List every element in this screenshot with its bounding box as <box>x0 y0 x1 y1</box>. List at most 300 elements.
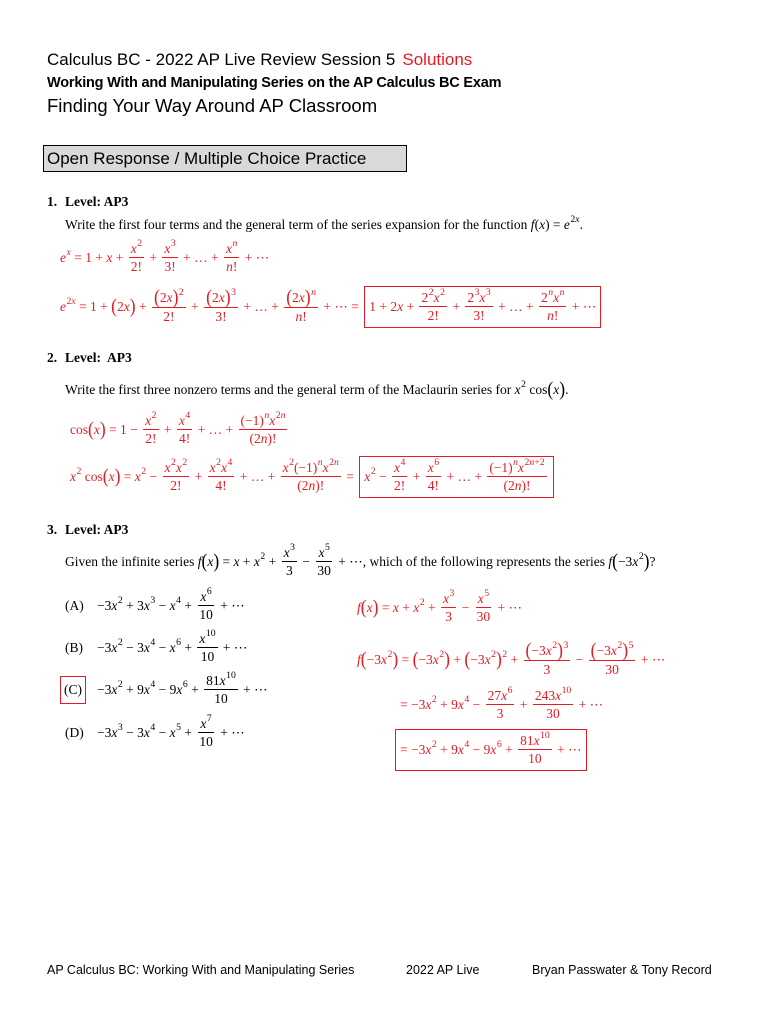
math-text: + <box>239 554 254 570</box>
math-variable: x <box>413 600 420 616</box>
prompt-math <box>530 213 580 233</box>
prompt-math <box>514 377 566 401</box>
math-text: 3 <box>485 286 491 298</box>
math-variable: n <box>226 259 233 274</box>
math-text: ( <box>534 217 540 233</box>
q1-work-line-1 <box>60 236 269 280</box>
math-text: 2! <box>145 431 157 446</box>
math-text: 5 <box>324 541 330 553</box>
math-text: 2 <box>117 636 123 648</box>
math-fraction <box>524 639 571 678</box>
math-text: 30 <box>317 563 331 578</box>
math-fraction <box>419 286 446 323</box>
fraction-denominator <box>162 258 177 275</box>
math-exponent <box>560 287 565 298</box>
math-text: 6 <box>434 456 440 468</box>
fraction-denominator <box>603 661 621 678</box>
math-exponent <box>540 730 550 741</box>
q3-work-line-4 <box>393 728 587 772</box>
math-variable: x <box>479 290 486 306</box>
math-fraction <box>539 286 566 323</box>
math-variable: x <box>220 460 227 476</box>
math-variable: n <box>514 478 522 493</box>
math-exponent <box>521 379 526 390</box>
math-exponent <box>176 595 181 606</box>
math-text: + <box>424 600 439 616</box>
math-text: + … + <box>179 250 223 266</box>
math-text: − <box>375 469 390 485</box>
math-text: 2 <box>370 465 376 477</box>
math-paren: ) <box>114 464 121 488</box>
math-paren: ) <box>172 286 179 309</box>
math-text: = 1 + <box>75 299 112 315</box>
prompt-end: . <box>579 217 583 233</box>
math-text: 10 <box>528 751 542 766</box>
fraction-numerator <box>239 409 288 430</box>
math-text: 2 <box>117 299 124 315</box>
fraction-denominator <box>224 258 239 275</box>
math-paren: ) <box>129 294 136 318</box>
math-variable: x <box>364 469 371 485</box>
math-text: 4 <box>464 693 470 705</box>
math-text: 2! <box>130 259 142 274</box>
math-fraction <box>281 456 341 493</box>
math-text: 4 <box>400 456 406 468</box>
math-text: 10 <box>205 627 216 639</box>
choice-math <box>97 627 248 664</box>
fraction-numerator <box>539 286 566 307</box>
math-variable: x <box>200 716 207 732</box>
math-fraction <box>465 286 492 323</box>
math-exponent <box>152 410 157 421</box>
math-exponent <box>118 722 123 733</box>
math-text: 10 <box>561 684 572 696</box>
choice-label: (A) <box>65 598 84 614</box>
math-variable: x <box>425 697 432 713</box>
math-text: + <box>191 469 206 485</box>
math-text: 2 <box>552 639 558 651</box>
math-paren: ) <box>495 647 502 671</box>
math-variable: x <box>393 460 400 476</box>
math-text: + <box>180 640 196 656</box>
math-variable: x <box>501 688 508 704</box>
math-variable: x <box>164 241 171 257</box>
math-variable: x <box>477 591 484 607</box>
fraction-denominator <box>293 308 308 325</box>
math-text: + ⋯ <box>568 299 597 315</box>
choice-a <box>65 584 245 628</box>
math-text: − <box>155 640 170 656</box>
math-variable: x <box>433 290 440 306</box>
fraction-numerator <box>441 587 456 608</box>
math-fraction <box>589 639 636 678</box>
math-text: 2 <box>617 639 623 651</box>
math-text: 5 <box>176 721 181 733</box>
math-text: 2 <box>440 286 445 298</box>
math-exponent <box>150 595 155 606</box>
math-exponent <box>508 685 513 696</box>
math-text: 2 <box>117 678 123 690</box>
math-paren: ( <box>206 286 212 309</box>
math-paren: ) <box>622 639 629 662</box>
math-text: 4 <box>185 409 191 421</box>
math-text: (−1) <box>489 460 513 476</box>
choice-label-wrap <box>65 725 97 741</box>
math-exponent <box>513 457 518 468</box>
math-variable: n <box>317 456 323 468</box>
fraction-denominator <box>545 307 560 324</box>
fraction-numerator <box>589 639 636 662</box>
math-fraction <box>208 456 235 493</box>
math-text: (−1) <box>240 413 264 429</box>
math-fraction <box>487 456 546 493</box>
fraction-numerator <box>208 456 235 477</box>
math-text: − 9 <box>155 682 177 698</box>
math-paren: ) <box>99 417 106 441</box>
math-variable: x <box>178 413 185 429</box>
math-text: 3 <box>445 609 452 624</box>
math-variable: n <box>260 431 268 446</box>
q2-prompt <box>65 368 568 412</box>
math-variable: x <box>575 213 580 225</box>
math-paren: ( <box>525 639 532 662</box>
fraction-numerator <box>518 729 552 750</box>
math-exponent <box>77 466 82 477</box>
question-level: Level: AP3 <box>65 350 132 366</box>
math-text: 2 <box>151 409 157 421</box>
math-paren: ( <box>464 647 471 671</box>
math-variable: n <box>547 308 554 323</box>
math-text: + … + <box>239 299 283 315</box>
fraction-numerator <box>465 286 492 307</box>
math-text: + ⋯ <box>553 742 582 758</box>
fraction-numerator <box>282 541 297 562</box>
fraction-denominator <box>392 477 407 494</box>
fraction-denominator <box>197 606 215 623</box>
math-variable: x <box>253 554 260 570</box>
math-variable: x <box>233 554 240 570</box>
question-number: 3. <box>47 522 58 538</box>
math-exponent <box>264 410 269 421</box>
math-text: )! <box>521 478 531 493</box>
math-paren: ) <box>643 549 650 573</box>
math-fraction <box>129 237 144 274</box>
math-variable: n <box>264 409 270 421</box>
math-fraction <box>163 456 190 493</box>
math-text: −3 <box>418 652 433 668</box>
math-text: − <box>155 725 170 741</box>
math-paren: ( <box>590 639 597 662</box>
math-text: 3 <box>563 639 569 651</box>
math-variable: x <box>380 652 387 668</box>
math-variable: x <box>298 290 305 306</box>
math-text: 4 <box>150 721 156 733</box>
math-paren: ( <box>88 417 94 441</box>
math-variable: f <box>357 600 361 616</box>
math-variable: f <box>197 554 202 570</box>
math-text: 2 <box>159 290 167 306</box>
math-variable: x <box>490 742 497 758</box>
choice-b <box>65 626 247 670</box>
math-variable: x <box>143 682 150 698</box>
math-variable: x <box>533 733 540 749</box>
math-variable: x <box>166 290 173 306</box>
math-variable: f <box>357 652 361 668</box>
math-text: + ⋯ <box>216 725 245 741</box>
fraction-numerator <box>204 669 238 690</box>
math-text: = 1 − <box>105 422 142 438</box>
math-text: 2 <box>292 290 299 306</box>
math-paren: ( <box>153 286 160 309</box>
math-text: 2 <box>171 456 176 468</box>
math-text: 2 <box>260 550 266 562</box>
q3-work-line-2 <box>357 638 665 682</box>
math-exponent <box>432 694 437 705</box>
question-level: Level: AP3 <box>65 194 129 210</box>
math-exponent <box>432 739 437 750</box>
prompt-text-middle: , which of the following represents the series <box>362 554 609 570</box>
math-text: 3 <box>543 662 551 678</box>
math-text: (2 <box>249 431 261 446</box>
math-variable: x <box>539 217 546 233</box>
fraction-numerator <box>152 286 186 309</box>
prompt-math <box>197 541 363 578</box>
math-text: + <box>449 652 465 668</box>
page-subtitle: Working With and Manipulating Series on the AP Calculus BC Exam <box>47 75 502 91</box>
math-exponent <box>176 722 181 733</box>
math-variable: n <box>311 286 316 298</box>
page-subtitle-secondary: Finding Your Way Around AP Classroom <box>47 95 378 116</box>
math-text: 2 <box>421 290 429 306</box>
math-exponent <box>429 287 434 298</box>
math-text: + 9 <box>436 742 458 758</box>
math-text: 2 <box>638 550 644 562</box>
math-fraction <box>162 237 177 274</box>
math-text: 3 <box>290 541 296 553</box>
math-variable: n <box>308 478 316 493</box>
math-variable: x <box>111 598 118 614</box>
math-variable: x <box>111 682 118 698</box>
choice-math <box>97 669 268 706</box>
math-variable: n <box>559 286 565 298</box>
math-exponent <box>171 238 176 249</box>
choice-math <box>97 712 245 749</box>
math-text: = <box>342 469 358 485</box>
math-variable: x <box>514 382 521 398</box>
math-exponent <box>118 637 123 648</box>
math-text: 3 <box>449 587 455 599</box>
question-number: 1. <box>47 194 58 210</box>
q3-work-line-1 <box>357 586 522 630</box>
choice-label-wrap <box>65 640 97 656</box>
math-text: − <box>572 652 587 668</box>
math-text: −3 <box>97 725 112 741</box>
math-text: + <box>409 469 424 485</box>
math-variable: x <box>322 460 329 476</box>
fraction-numerator <box>486 684 515 705</box>
math-variable: e <box>60 250 66 266</box>
math-fraction <box>426 456 441 493</box>
math-text: 2 <box>439 648 445 660</box>
math-fraction <box>518 729 552 766</box>
math-text: 3 <box>474 286 480 298</box>
math-exponent <box>118 679 123 690</box>
math-paren: ) <box>444 647 450 671</box>
fraction-numerator <box>476 587 491 608</box>
math-text: 10 <box>540 729 550 741</box>
math-text: 2 <box>182 456 188 468</box>
math-variable: x <box>545 643 552 659</box>
fraction-denominator <box>247 430 278 447</box>
math-fraction <box>533 684 573 721</box>
math-text: 10 <box>199 607 213 622</box>
fraction-numerator <box>204 286 238 309</box>
math-text: 6 <box>182 678 188 690</box>
math-paren: ( <box>612 549 618 573</box>
fraction-numerator <box>487 456 546 477</box>
math-exponent <box>231 287 236 298</box>
choice-d <box>65 711 245 755</box>
math-exponent <box>207 586 212 597</box>
fraction-denominator <box>475 608 493 625</box>
math-text: 3 <box>496 706 504 721</box>
math-variable: x <box>442 591 449 607</box>
math-variable: n <box>334 456 339 468</box>
math-variable: x <box>518 460 525 476</box>
math-text: 2! <box>394 478 406 493</box>
math-text: + 9 <box>122 682 144 698</box>
math-text: 30 <box>605 662 619 678</box>
prompt-math-target <box>608 549 650 573</box>
boxed-answer <box>359 456 553 497</box>
math-text: 4! <box>215 478 227 493</box>
math-variable: x <box>66 246 71 258</box>
math-text: + <box>180 598 196 614</box>
math-variable: x <box>175 460 182 476</box>
math-text: + 9 <box>436 697 458 713</box>
math-paren: ( <box>201 549 208 573</box>
math-exponent <box>289 457 294 468</box>
math-text: + <box>146 250 161 266</box>
math-variable: x <box>318 545 325 561</box>
math-text: 3 <box>117 721 123 733</box>
math-variable: x <box>130 241 137 257</box>
math-text: 4 <box>150 678 156 690</box>
math-text: 4! <box>427 478 440 493</box>
fraction-numerator <box>177 409 192 430</box>
math-variable: x <box>632 554 639 570</box>
math-paren: ) <box>557 639 563 662</box>
math-text: + <box>187 299 203 315</box>
math-text: = <box>398 652 413 668</box>
fraction-numerator <box>392 456 407 477</box>
math-text: 4 <box>464 738 470 750</box>
math-text: + 3 <box>122 598 144 614</box>
math-exponent <box>325 542 330 553</box>
math-text: 2 <box>216 456 221 468</box>
math-variable: x <box>218 290 225 306</box>
math-variable: x <box>143 640 150 656</box>
math-text: ! <box>232 259 238 274</box>
math-exponent <box>371 466 376 477</box>
math-text: + <box>448 299 464 315</box>
math-text: 10 <box>200 649 215 664</box>
math-text: − <box>469 697 484 713</box>
page-title <box>47 50 472 70</box>
math-variable: x <box>145 413 152 429</box>
math-text: + ⋯ <box>494 600 523 616</box>
math-text: 6 <box>176 636 181 648</box>
math-text: cos <box>70 422 88 438</box>
math-text: 243 <box>534 688 556 704</box>
math-paren: ( <box>360 647 367 671</box>
math-exponent <box>311 287 316 298</box>
math-text: 2 <box>419 596 425 608</box>
math-fraction <box>177 409 192 446</box>
math-variable: x <box>199 631 206 647</box>
footer-course: AP Calculus BC: Working With and Manipulating Series <box>47 963 355 977</box>
math-text: 3 <box>231 286 236 298</box>
q3-prompt <box>65 540 656 584</box>
math-text: +2 <box>534 456 545 468</box>
math-exponent <box>290 542 295 553</box>
math-text: ! <box>553 308 559 323</box>
math-text: 7 <box>206 712 212 724</box>
section-heading: Open Response / Multiple Choice Practice <box>43 145 407 172</box>
math-text: + ⋯ <box>239 682 268 698</box>
math-text: − <box>299 554 314 570</box>
math-text: 2 <box>387 648 393 660</box>
math-paren: ( <box>102 464 109 488</box>
math-variable: x <box>555 688 562 704</box>
math-text: 2 <box>117 594 123 606</box>
math-text: 6 <box>507 684 513 696</box>
choice-label: (D) <box>65 725 84 741</box>
math-text: −3 <box>531 643 546 659</box>
fraction-denominator <box>197 733 215 750</box>
math-text: 2 <box>329 456 335 468</box>
math-text: 2 <box>491 648 496 660</box>
q2-work-line-2 <box>70 455 554 499</box>
math-variable: x <box>169 725 176 741</box>
math-fraction <box>224 237 239 274</box>
math-variable: x <box>111 725 118 741</box>
math-text: + … + <box>443 469 486 485</box>
math-exponent <box>497 739 502 750</box>
q2-work-line-1 <box>70 408 289 452</box>
math-variable: x <box>610 643 617 659</box>
math-text: 2 <box>212 290 219 306</box>
fraction-numerator <box>224 237 239 258</box>
math-text: −3 <box>366 652 381 668</box>
math-fraction <box>197 712 215 749</box>
math-text: −3 <box>97 640 112 656</box>
fraction-numerator <box>284 286 318 309</box>
fraction-denominator <box>284 562 295 579</box>
fraction-denominator <box>168 477 183 494</box>
fraction-numerator <box>162 237 177 258</box>
math-text: − <box>155 598 170 614</box>
math-variable: x <box>457 742 464 758</box>
math-fraction <box>204 669 238 706</box>
math-exponent <box>464 694 469 705</box>
math-text: 10 <box>226 669 236 681</box>
math-variable: x <box>71 295 76 307</box>
math-text: 6 <box>206 585 212 597</box>
math-text: 4 <box>176 594 181 606</box>
math-text: 2 <box>502 648 508 660</box>
math-variable: e <box>60 299 66 315</box>
